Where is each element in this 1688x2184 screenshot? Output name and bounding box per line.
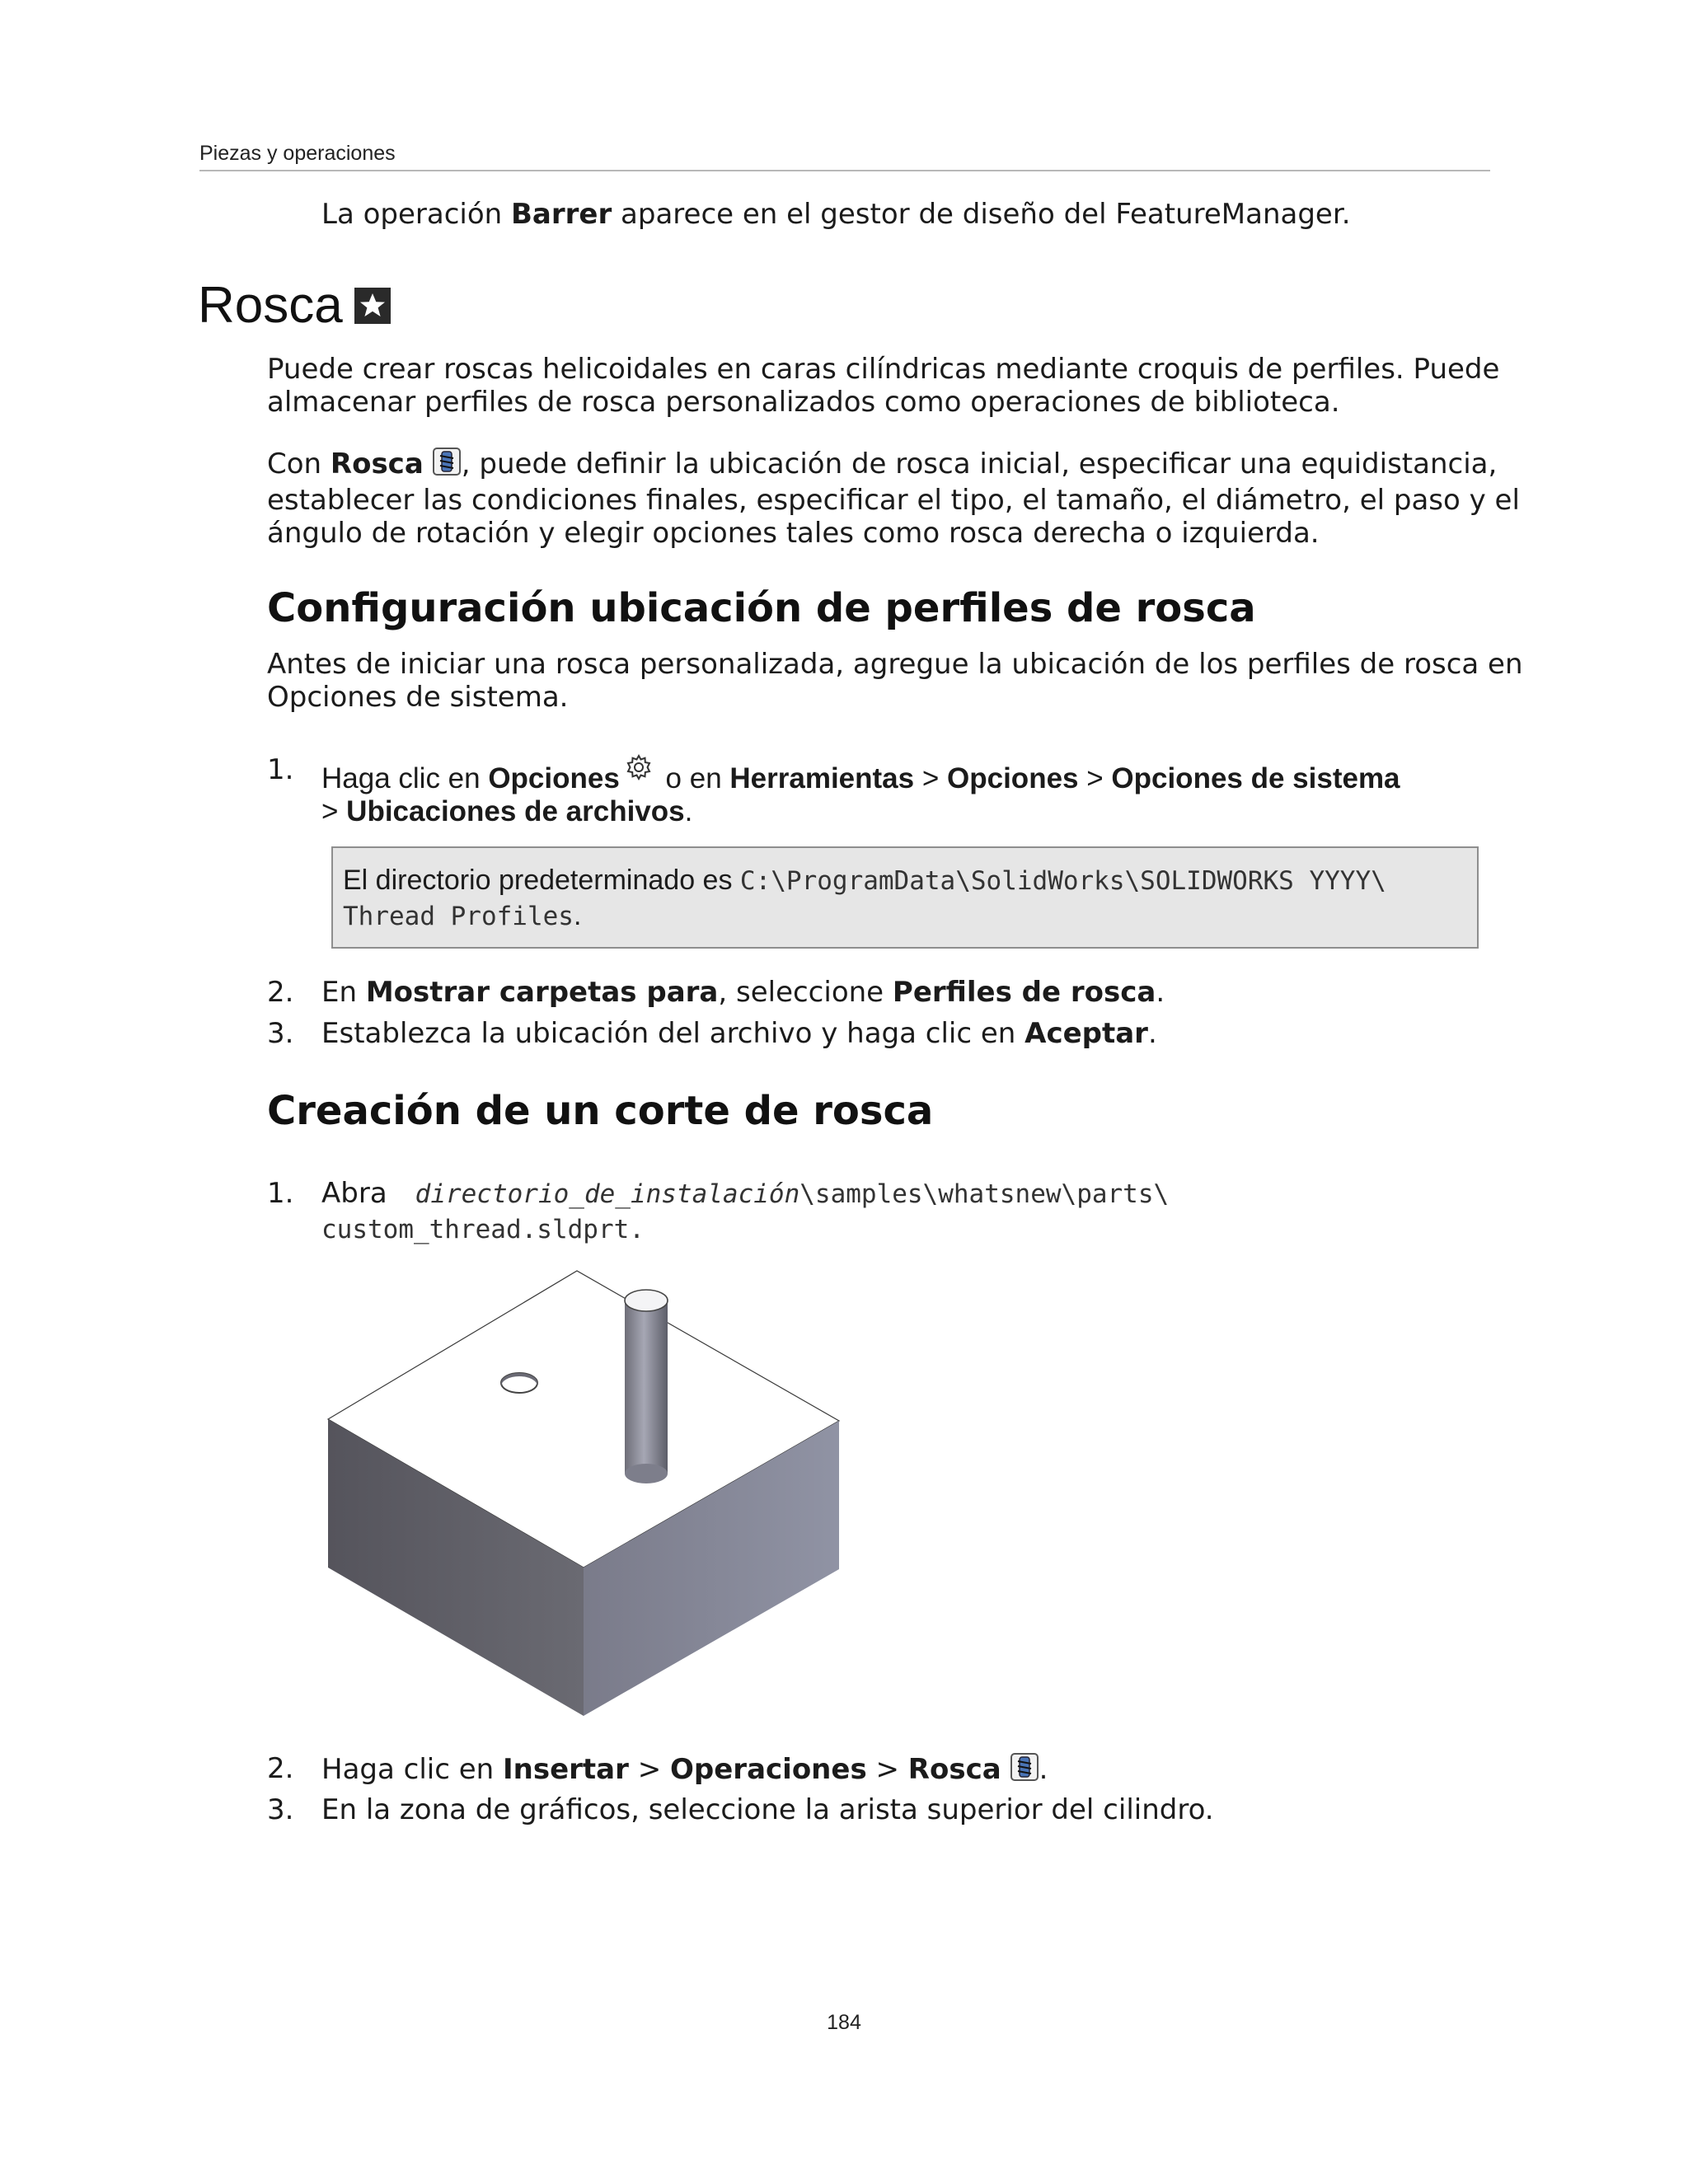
intro-paragraph: La operación Barrer aparece en el gestor de diseño del FeatureManager. bbox=[321, 198, 1351, 231]
list-item: 3. En la zona de gráficos, seleccione la arista superior del cilindro. bbox=[267, 1793, 1214, 1826]
thread-icon bbox=[432, 447, 462, 484]
intro-bold: Barrer bbox=[511, 198, 612, 231]
page-title bbox=[198, 276, 391, 335]
default-path: C:\ProgramData\SolidWorks\SOLIDWORKS YYYY\ bbox=[739, 866, 1386, 896]
running-header: Piezas y operaciones bbox=[199, 142, 396, 165]
title-text: Rosca bbox=[198, 277, 343, 334]
paragraph-intro: Puede crear roscas helicoidales en caras cilíndricas mediante croquis de perfiles. Puede almacenar perfiles de rosca personalizados como operaciones de biblioteca. bbox=[267, 353, 1500, 419]
section1-intro: Antes de iniciar una rosca personalizada, agregue la ubicación de los perfiles de rosca en Opciones de sistema. bbox=[267, 648, 1523, 714]
list-item: 1. Haga clic en Opciones o en Herramientas > Opciones > Opciones de sistema > Ubicaciones de archivos. bbox=[267, 753, 1400, 827]
list-item: 3. Establezca la ubicación del archivo y haga clic en Aceptar. bbox=[267, 1017, 1157, 1050]
part-file-path: custom_thread.sldprt bbox=[321, 1215, 630, 1244]
paragraph-rosca: Con Rosca , puede definir la ubicación de rosca inicial, especificar una equidistancia, establecer las condiciones finales, especificar el tipo, el tamaño, el diámetro, el paso y el ángulo de rotación y elegir opciones tales como rosca derecha o izquierda. bbox=[267, 448, 1520, 550]
section-heading-creacion: Creación de un corte de rosca bbox=[267, 1088, 934, 1134]
section-heading-configuracion: Configuración ubicación de perfiles de rosca bbox=[267, 585, 1256, 631]
note-text: El directorio predeterminado es C:\ProgramData\SolidWorks\SOLIDWORKS YYYY\ Thread Profiles. bbox=[343, 865, 1386, 931]
custom-thread-part-image bbox=[321, 1269, 849, 1726]
thread-icon bbox=[1010, 1752, 1039, 1789]
list-item: 2. Haga clic en Insertar > Operaciones > Rosca . bbox=[267, 1752, 1048, 1789]
new-feature-star-icon bbox=[354, 288, 391, 324]
install-dir-placeholder: directorio_de_instalación bbox=[415, 1179, 800, 1209]
note-box bbox=[331, 846, 1479, 949]
gear-icon bbox=[625, 753, 653, 789]
page-number: 184 bbox=[827, 2011, 861, 2034]
list-item: 1. Abra directorio_de_instalación\samples\whatsnew\parts\ custom_thread.sldprt. bbox=[267, 1177, 1170, 1244]
list-item: 2. En Mostrar carpetas para, seleccione Perfiles de rosca. bbox=[267, 976, 1165, 1009]
header-rule bbox=[199, 170, 1490, 171]
